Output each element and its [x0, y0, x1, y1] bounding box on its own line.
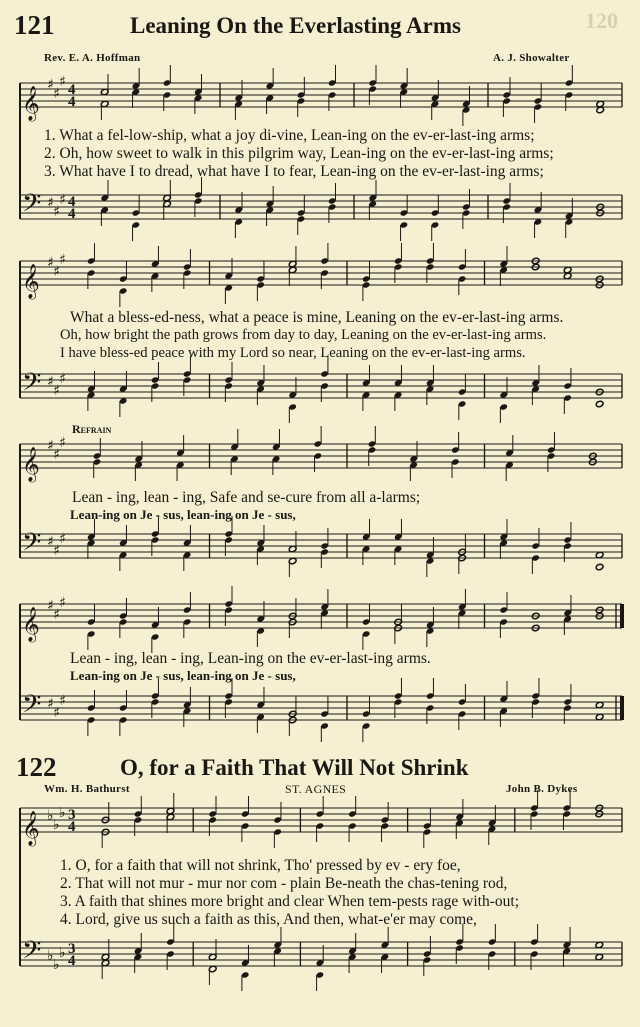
sharp-icon: ♯: [53, 86, 60, 102]
sharp-icon: ♯: [59, 371, 66, 387]
hymn-title: Leaning On the Everlasting Arms: [130, 13, 461, 38]
time-signature-icon: 4: [68, 206, 76, 222]
verse-2-line-a: 2. Oh, how sweet to walk in this pilgrim way, Lean-ing on the ev-er-last-ing arms;: [44, 145, 554, 162]
system-connector-line: [19, 604, 21, 720]
sharp-icon: ♯: [53, 383, 60, 399]
bass-clef-icon: 𝄢: [22, 528, 42, 563]
flat-icon: ♭: [47, 808, 54, 824]
treble-staff-system-2: [0, 253, 640, 308]
sharp-icon: ♯: [59, 531, 66, 547]
bass-clef-icon: 𝄢: [22, 936, 42, 971]
hymn-number: 121: [14, 10, 55, 40]
system-connector-line: [19, 83, 21, 219]
bleed-through-page-number: 120: [585, 8, 618, 33]
verse-3-line-b: I have bless-ed peace with my Lord so near, Leaning on the ev-er-last-ing arms.: [60, 345, 526, 361]
sharp-icon: ♯: [53, 264, 60, 280]
tune-name: ST. AGNES: [285, 782, 347, 796]
lyricist-credit: Wm. H. Bathurst: [44, 783, 130, 795]
sharp-icon: ♯: [47, 696, 54, 712]
refrain-1-lyric-top: Lean - ing, lean - ing, Safe and se-cure from all a-larms;: [72, 489, 421, 506]
time-signature-icon: 3: [68, 807, 76, 823]
sharp-icon: ♯: [47, 598, 54, 614]
sharp-icon: ♯: [59, 252, 66, 268]
sharp-icon: ♯: [47, 374, 54, 390]
flat-icon: ♭: [47, 948, 54, 964]
system-connector-line: [19, 808, 21, 966]
time-signature-icon: 4: [68, 94, 76, 110]
composer-credit: John B. Dykes: [506, 783, 578, 795]
sharp-icon: ♯: [53, 543, 60, 559]
verse-3-line: 3. A faith that shines more bright and clear When tem-pests rage with-out;: [60, 893, 519, 910]
hymn-title: O, for a Faith That Will Not Shrink: [120, 755, 469, 780]
sharp-icon: ♯: [59, 74, 66, 90]
bass-staff-system-2: [0, 366, 640, 426]
sharp-icon: ♯: [47, 255, 54, 271]
sharp-icon: ♯: [47, 195, 54, 211]
verse-4-line: 4. Lord, give us such a faith as this, And then, what-e'er may come,: [60, 911, 477, 928]
sharp-icon: ♯: [59, 693, 66, 709]
verse-1-line: 1. O, for a faith that will not shrink, Tho' pressed by ev - ery foe,: [60, 857, 461, 874]
treble-clef-icon: 𝄞: [22, 607, 40, 642]
treble-clef-icon: 𝄞: [22, 811, 40, 846]
refrain-2-lyric-top: Lean - ing, lean - ing, Lean-ing on the ev-er-last-ing arms.: [70, 650, 431, 667]
time-signature-icon: 4: [68, 953, 76, 969]
flat-icon: ♭: [59, 945, 66, 961]
sharp-icon: ♯: [59, 192, 66, 208]
sharp-icon: ♯: [59, 435, 66, 451]
time-signature-icon: 4: [68, 819, 76, 835]
refrain-label: Refrain: [72, 422, 112, 436]
bass-clef-icon: 𝄢: [22, 368, 42, 403]
bass-staff-system-5: [0, 934, 640, 994]
lyricist-credit: Rev. E. A. Hoffman: [44, 52, 141, 64]
treble-staff-system-1: [0, 75, 640, 125]
time-signature-icon: 3: [68, 941, 76, 957]
flat-icon: ♭: [53, 817, 60, 833]
time-signature-icon: 4: [68, 194, 76, 210]
note-head: [595, 400, 604, 407]
verse-2-line: 2. That will not mur - mur nor com - plain Be-neath the chas-tening rod,: [60, 875, 508, 892]
sharp-icon: ♯: [47, 534, 54, 550]
sharp-icon: ♯: [59, 595, 66, 611]
sharp-icon: ♯: [53, 705, 60, 721]
bass-clef-icon: 𝄢: [22, 690, 42, 725]
sharp-icon: ♯: [53, 607, 60, 623]
bass-staff-system-3: [0, 526, 640, 586]
bass-staff-system-4: [0, 688, 640, 748]
treble-clef-icon: 𝄞: [22, 86, 40, 121]
refrain-2-lyric-bottom: Lean-ing on Je - sus, lean-ing on Je - sus,: [70, 668, 296, 683]
treble-clef-icon: 𝄞: [22, 447, 40, 482]
hymn-number: 122: [16, 752, 57, 782]
system-connector-line: [19, 261, 21, 398]
time-signature-icon: 4: [68, 82, 76, 98]
sharp-icon: ♯: [47, 438, 54, 454]
treble-clef-icon: 𝄞: [22, 264, 40, 299]
verse-3-line-a: 3. What have I to dread, what have I to fear, Lean-ing on the ev-er-last-ing arms;: [44, 163, 544, 180]
bass-clef-icon: 𝄢: [22, 189, 42, 224]
treble-staff-system-5: [0, 800, 640, 855]
sharp-icon: ♯: [53, 447, 60, 463]
composer-credit: A. J. Showalter: [493, 52, 570, 64]
system-connector-line: [19, 444, 21, 558]
flat-icon: ♭: [53, 957, 60, 973]
flat-icon: ♭: [59, 805, 66, 821]
note-head: [595, 563, 604, 570]
verse-1-line-b: What a bless-ed-ness, what a peace is mine, Leaning on the ev-er-last-ing arms.: [70, 309, 564, 326]
verse-1-line-a: 1. What a fel-low-ship, what a joy di-vine, Lean-ing on the ev-er-last-ing arms;: [44, 127, 535, 144]
bass-staff-system-1: [0, 187, 640, 247]
treble-staff-system-4: [0, 596, 640, 651]
sharp-icon: ♯: [47, 77, 54, 93]
verse-2-line-b: Oh, how bright the path grows from day to day, Leaning on the ev-er-last-ing arms.: [60, 327, 547, 343]
refrain-1-lyric-bottom: Lean-ing on Je - sus, lean-ing on Je - sus,: [70, 507, 296, 522]
sharp-icon: ♯: [53, 204, 60, 220]
treble-staff-system-3: [0, 436, 640, 491]
